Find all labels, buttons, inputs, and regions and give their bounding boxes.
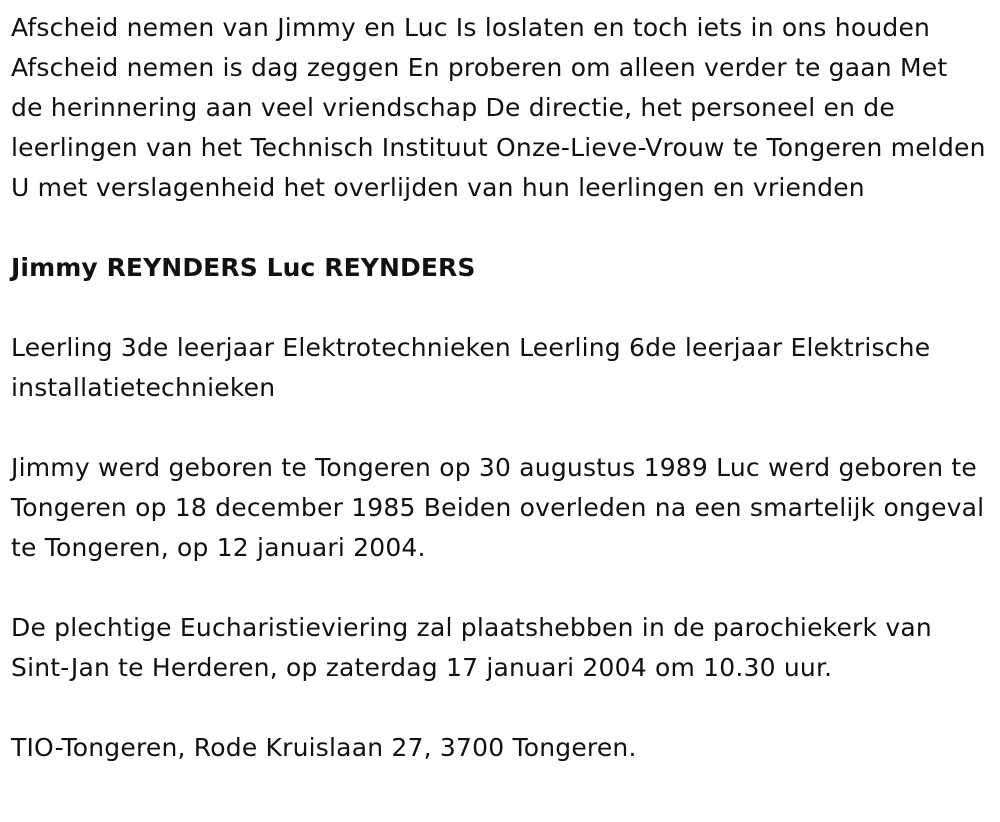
address-line: TIO-Tongeren, Rode Kruislaan 27, 3700 Tongeren. [11,733,637,762]
spacer [11,408,986,448]
spacer [11,568,986,608]
deceased-names: Jimmy REYNDERS Luc REYNDERS [11,253,476,282]
spacer [11,288,986,328]
births-paragraph: Jimmy werd geboren te Tongeren op 30 augustus 1989 Luc werd geboren te Tongeren op 18 december 1985 Beiden overleden na een smartelijk ongeval te Tongeren, op 12 januari 2004. [11,453,985,562]
intro-paragraph: Afscheid nemen van Jimmy en Luc Is loslaten en toch iets in ons houden Afscheid nemen is dag zeggen En proberen om alleen verder te gaan Met de herinnering aan veel vriendschap De directie, het personeel en de leerlingen van het Technisch Instituut Onze-Lieve-Vrouw te Tongeren melden U met verslagenheid het overlijden van hun leerlingen en vrienden [11,13,986,202]
spacer [11,688,986,728]
ceremony-paragraph: De plechtige Eucharistieviering zal plaatshebben in de parochiekerk van Sint-Jan te Herderen, op zaterdag 17 januari 2004 om 10.30 uur. [11,613,932,682]
studies-paragraph: Leerling 3de leerjaar Elektrotechnieken Leerling 6de leerjaar Elektrische installatietechnieken [11,333,931,402]
spacer [11,208,986,248]
